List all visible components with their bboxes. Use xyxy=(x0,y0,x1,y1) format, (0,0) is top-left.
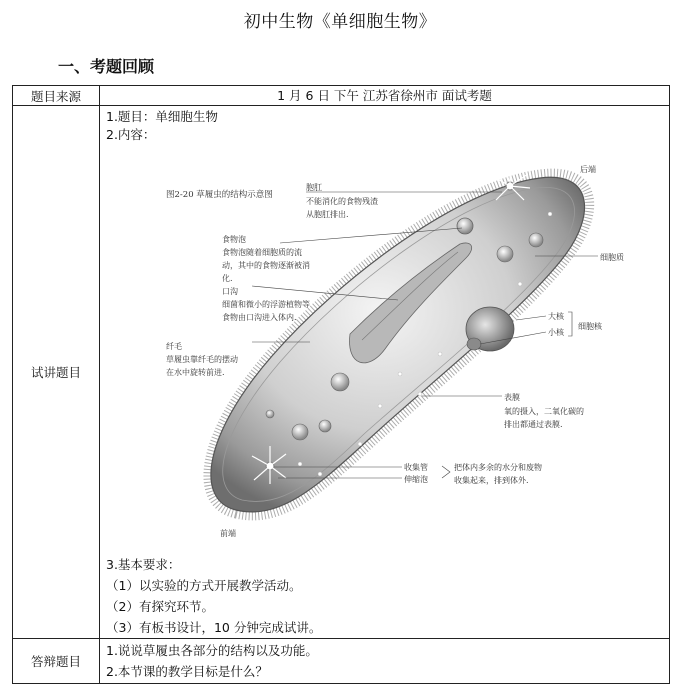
defense-content xyxy=(100,639,670,684)
paramecium-diagram xyxy=(100,144,660,554)
lecture-label: 试讲题目 xyxy=(13,106,100,639)
exam-table xyxy=(12,85,670,684)
label-food-vacuole: 食物泡 xyxy=(222,235,246,244)
table-row-source xyxy=(13,86,670,106)
label-anus-desc-2: 从胞肛排出. xyxy=(306,210,349,219)
label-oral-groove-desc-2: 食物由口沟进入体内. xyxy=(222,313,297,322)
label-cilia-desc-2: 在水中旋转前进. xyxy=(166,368,225,377)
label-contractile-vacuole: 伸缩泡 xyxy=(404,475,428,484)
table-row-lecture xyxy=(13,106,670,639)
paramecium-figure xyxy=(100,144,660,554)
section-heading: 一、考题回顾 xyxy=(58,57,155,76)
label-nucleus: 细胞核 xyxy=(578,322,602,331)
label-anus-desc-1: 不能消化的食物残渣 xyxy=(306,197,378,206)
table-row-defense xyxy=(13,639,670,684)
label-oral-groove-desc-1: 细菌和微小的浮游植物等 xyxy=(222,300,310,309)
document-title: 初中生物《单细胞生物》 xyxy=(243,12,437,32)
label-cytoplasm: 细胞质 xyxy=(600,253,624,262)
requirement-line-header: 3.基本要求： xyxy=(106,557,181,572)
label-food-vacuole-desc-1: 食物泡随着细胞质的流 xyxy=(222,248,302,257)
defense-line-1: 1.说说草履虫各部分的结构以及功能。 xyxy=(106,643,318,658)
label-cilia-desc-1: 草履虫靠纤毛的摆动 xyxy=(166,355,238,364)
label-back-end: 后端 xyxy=(580,165,596,174)
label-membrane: 表膜 xyxy=(504,393,520,402)
requirement-line-2: （2）有探究环节。 xyxy=(106,599,214,614)
source-label: 题目来源 xyxy=(13,86,100,106)
lecture-line-content: 2.内容： xyxy=(106,127,156,142)
requirement-line-1: （1）以实验的方式开展教学活动。 xyxy=(106,578,302,593)
label-anus: 胞肛 xyxy=(306,183,322,192)
label-macronucleus: 大核 xyxy=(548,312,564,321)
label-contractile-desc-1: 把体内多余的水分和废物 xyxy=(454,463,542,472)
label-contractile-desc-2: 收集起来，排到体外. xyxy=(454,476,529,485)
defense-label: 答辩题目 xyxy=(13,639,100,684)
requirement-line-3: （3）有板书设计，10 分钟完成试讲。 xyxy=(106,620,322,635)
source-value: 1 月 6 日 下午 江苏省徐州市 面试考题 xyxy=(100,86,670,106)
label-collecting-tube: 收集管 xyxy=(404,463,428,472)
label-cilia: 纤毛 xyxy=(166,342,182,351)
label-front-end: 前端 xyxy=(220,529,236,538)
label-food-vacuole-desc-3: 化. xyxy=(222,274,233,283)
label-oral-groove: 口沟 xyxy=(222,287,238,296)
label-micronucleus: 小核 xyxy=(548,328,564,337)
lecture-line-title: 1.题目：单细胞生物 xyxy=(106,109,218,124)
label-food-vacuole-desc-2: 动，其中的食物逐渐被消 xyxy=(222,261,310,270)
paramecium-body xyxy=(211,177,585,512)
label-membrane-desc-2: 排出都通过表膜. xyxy=(504,420,563,429)
figure-caption: 图2-20 草履虫的结构示意图 xyxy=(166,190,273,200)
label-membrane-desc-1: 氧的摄入，二氧化碳的 xyxy=(504,407,584,416)
defense-line-2: 2.本节课的教学目标是什么？ xyxy=(106,664,268,679)
lecture-content xyxy=(100,106,670,639)
